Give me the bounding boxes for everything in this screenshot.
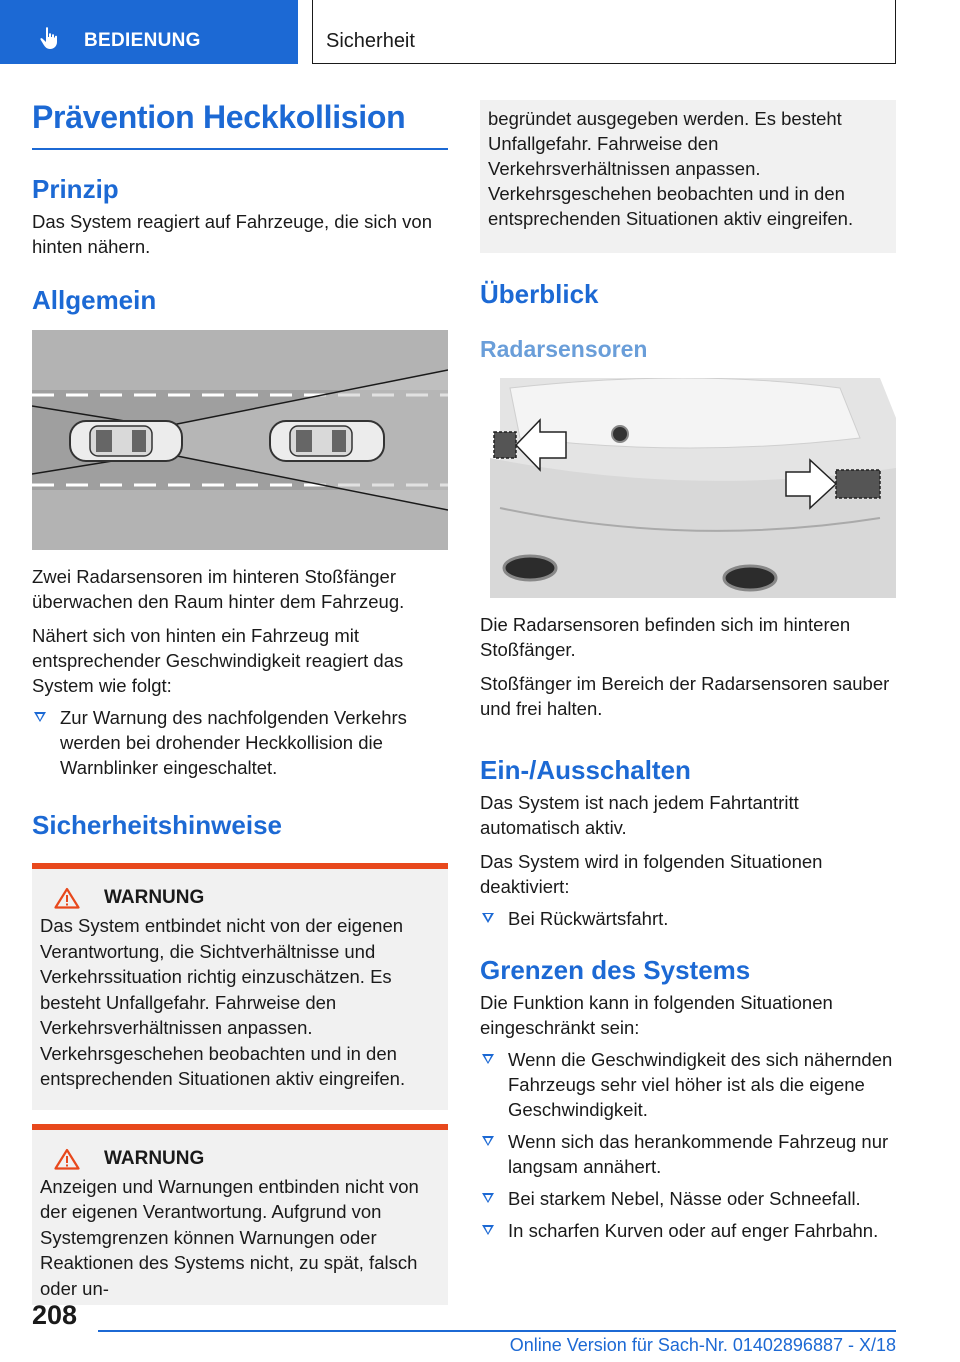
heading-overview: Überblick: [480, 279, 599, 309]
warning-box-2-continued: [480, 100, 896, 253]
own-car-icon: [70, 421, 182, 461]
bullet-triangle-icon: [34, 712, 46, 722]
warning-title: WARNUNG: [40, 887, 440, 909]
chapter-tab: [0, 0, 298, 64]
onoff-text-1: Das System ist nach jedem Fahrtantritt automatisch aktiv.: [480, 791, 799, 838]
road-diagram-graphic: [32, 330, 448, 550]
bumper-figure: [480, 378, 896, 598]
section-title: Sicherheit: [326, 30, 415, 52]
heading-allgemein: Allgemein: [32, 285, 157, 316]
limits-text-1: Die Funktion kann in folgenden Situationen eingeschränkt sein:: [480, 992, 833, 1039]
page-number: 208: [32, 1300, 78, 1330]
approaching-car-icon: [270, 421, 384, 461]
bullet-triangle-icon: [482, 1054, 494, 1064]
list-item: Wenn die Geschwindigkeit des sich nähernden Fahrzeugs sehr viel höher ist als die eigene Geschwindigkeit.: [480, 1047, 896, 1122]
road-diagram: [32, 330, 448, 550]
radar-sensor-right: [836, 470, 880, 498]
list-item: Bei Rückwärtsfahrt.: [480, 906, 896, 931]
heading-prinzip: Prinzip: [32, 173, 119, 204]
right-column: [480, 100, 896, 1243]
heading-onoff: Ein-/Ausschalten: [480, 754, 691, 785]
warning-text-1: Das System entbindet nicht von der eigenen Verantwortung, die Sichtverhältnisse und Verkehrssituation richtig einzuschätzen. Es besteht Unfallgefahr. Fahrweise den Verkehrsverhältnissen anpassen. Verkehrsgeschehen beobachten und in den entsprechenden Situationen aktiv eingreifen.: [40, 915, 406, 1090]
chapter-label: BEDIENUNG: [84, 30, 201, 51]
warning-title: WARNUNG: [40, 1148, 440, 1170]
footer-online-version: Online Version für Sach-Nr. 01402896887 - X/18: [509, 1335, 896, 1355]
heading-safety: Sicherheitshinweise: [32, 810, 282, 841]
onoff-text-2: Das System wird in folgenden Situationen deaktiviert:: [480, 850, 823, 897]
bullet-triangle-icon: [482, 913, 494, 923]
title-divider: [32, 148, 448, 150]
heading-limits: Grenzen des Systems: [480, 954, 751, 985]
rear-bumper-graphic: [480, 378, 896, 598]
list-item: Bei starkem Nebel, Nässe oder Schneefall.: [480, 1186, 896, 1211]
radar-sensor-left: [494, 432, 516, 458]
warning-box-2: [32, 1124, 448, 1306]
allgemein-text-2: Nähert sich von hinten ein Fahrzeug mit entsprechender Geschwindigkeit reagiert das System wie folgt:: [32, 625, 404, 697]
bullet-triangle-icon: [482, 1193, 494, 1203]
list-item: Zur Warnung des nachfolgenden Verkehrs werden bei drohender Heckkollision die Warnblinker eingeschaltet.: [32, 705, 448, 780]
bullet-triangle-icon: [482, 1225, 494, 1235]
list-item: In scharfen Kurven oder auf enger Fahrbahn.: [480, 1218, 896, 1243]
warning-box-1: [32, 863, 448, 1110]
warning-text-2: Anzeigen und Warnungen entbinden nicht von der eigenen Verantwortung. Aufgrund von Systemgrenzen können Warnungen oder Reaktionen des Systems nicht, zu spät, falsch oder un-: [40, 1175, 419, 1299]
hand-pointer-icon: [38, 26, 62, 50]
left-column: [32, 98, 448, 1305]
bullet-triangle-icon: [482, 1136, 494, 1146]
heading-radar: Radarsensoren: [480, 336, 648, 363]
radar-text-1: Die Radarsensoren befinden sich im hinteren Stoßfänger.: [480, 613, 851, 660]
page-title: Prävention Heckkollision: [32, 99, 406, 135]
warning-triangle-icon: [54, 1148, 80, 1170]
list-item: Wenn sich das herankommende Fahrzeug nur langsam annähert.: [480, 1129, 896, 1179]
warning-text-2-continued: begründet ausgegeben werden. Es besteht Unfallgefahr. Fahrweise den Verkehrsverhältnissen anpassen. Verkehrsgeschehen beobachten und in den entsprechenden Situationen aktiv eingreifen.: [488, 108, 854, 229]
prinzip-text: Das System reagiert auf Fahrzeuge, die sich von hinten nähern.: [32, 211, 432, 258]
warning-triangle-icon: [54, 887, 80, 909]
footer-divider: [98, 1330, 896, 1332]
radar-text-2: Stoßfänger im Bereich der Radarsensoren sauber und frei halten.: [480, 672, 890, 719]
allgemein-text-1: Zwei Radarsensoren im hinteren Stoßfänger überwachen den Raum hinter dem Fahrzeug.: [32, 566, 405, 613]
